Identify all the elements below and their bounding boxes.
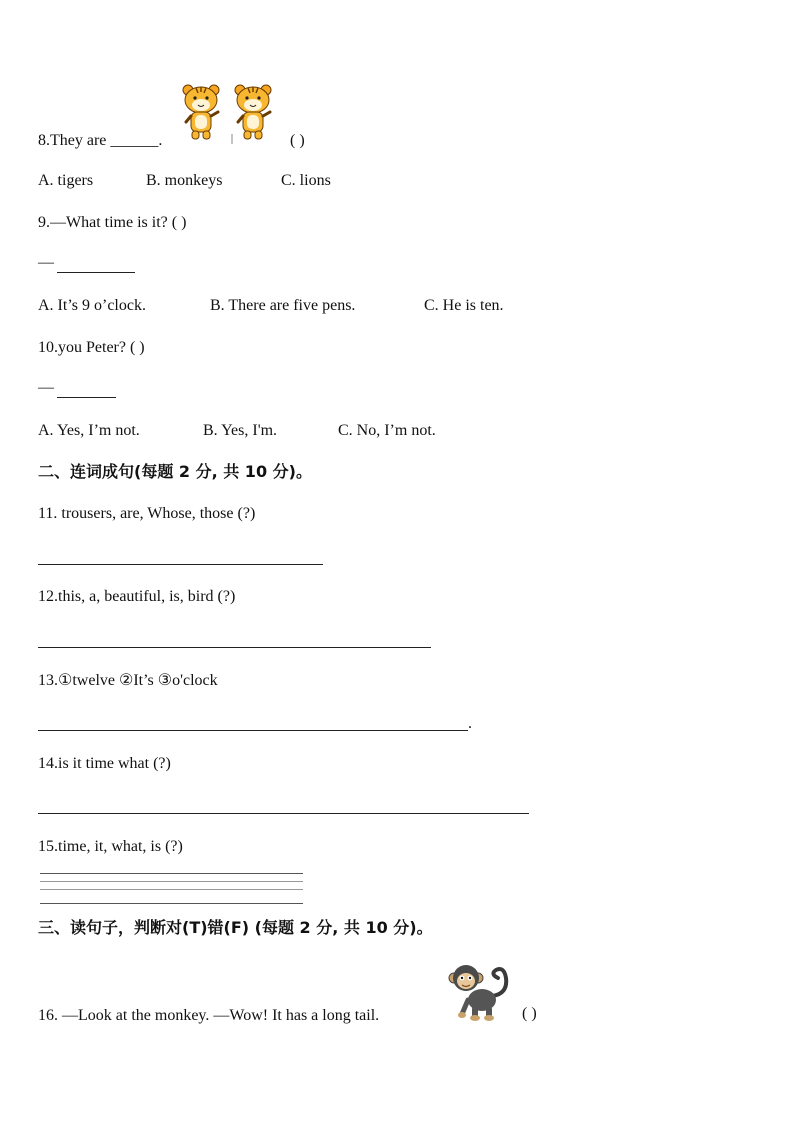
q10-option-c: C. No, I’m not. — [338, 422, 436, 439]
q16-text: 16. —Look at the monkey. —Wow! It has a long tail. — [38, 1007, 380, 1024]
q14-answer-line — [38, 813, 529, 814]
q9-option-c: C. He is ten. — [424, 297, 504, 314]
q9-option-b: B. There are five pens. — [210, 297, 356, 314]
q8-bracket: ( ) — [290, 132, 305, 149]
q15-writing-line — [40, 903, 303, 904]
q10-option-b: B. Yes, I'm. — [203, 422, 278, 439]
q8-option-b: B. monkeys — [146, 172, 223, 189]
monkey-icon — [448, 960, 512, 1022]
section3-title: 三、读句子，判断对(T)错(F) (每题 2 分, 共 10 分)。 — [38, 918, 433, 937]
q10-answer-line — [57, 397, 116, 398]
q10-dash: — — [38, 379, 54, 396]
q11-answer-line — [38, 564, 323, 565]
q9-answer-line — [57, 272, 135, 273]
q12-text: 12.this, a, beautiful, is, bird (?) — [38, 588, 236, 605]
q15-writing-line — [40, 873, 303, 874]
q9-stem: 9.—What time is it? ( ) — [38, 214, 187, 231]
q13-text: 13.①twelve ②It’s ③o'clock — [38, 672, 218, 689]
section2-title: 二、连词成句(每题 2 分, 共 10 分)。 — [38, 462, 312, 481]
q12-answer-line — [38, 647, 431, 648]
tiger-icon — [178, 82, 282, 144]
q16-bracket: ( ) — [522, 1005, 537, 1022]
q9-dash: — — [38, 254, 54, 271]
q13-period: . — [468, 715, 472, 732]
q10-stem: 10.you Peter? ( ) — [38, 339, 145, 356]
q9-option-a: A. It’s 9 o’clock. — [38, 297, 146, 314]
q15-writing-line — [40, 881, 303, 882]
q8-option-a: A. tigers — [38, 172, 94, 189]
q14-text: 14.is it time what (?) — [38, 755, 171, 772]
q8-option-c: C. lions — [281, 172, 331, 189]
q13-answer-line — [38, 730, 468, 731]
q15-writing-line — [40, 889, 303, 890]
q11-text: 11. trousers, are, Whose, those (?) — [38, 505, 256, 522]
q10-option-a: A. Yes, I’m not. — [38, 422, 140, 439]
q15-text: 15.time, it, what, is (?) — [38, 838, 183, 855]
q8-stem: 8.They are ______. — [38, 132, 163, 149]
